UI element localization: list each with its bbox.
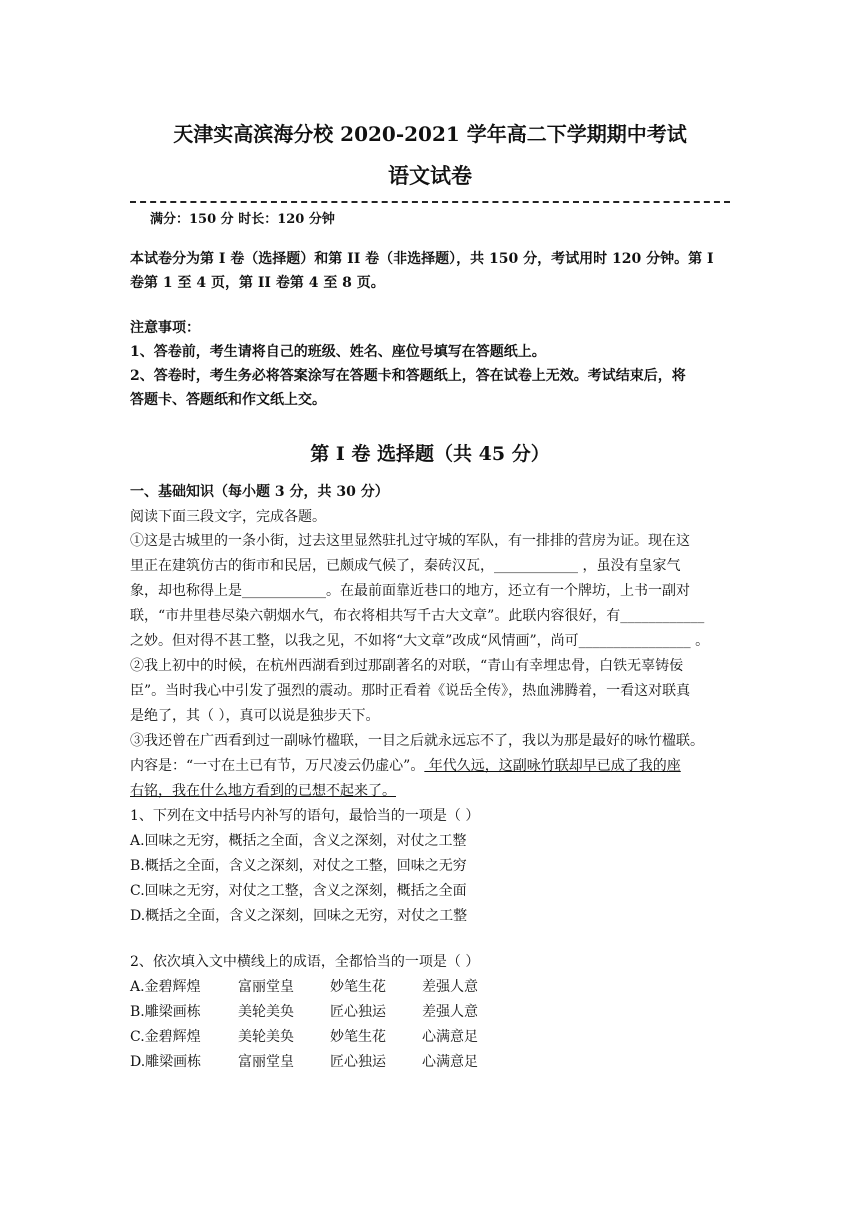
passage-line: 里正在建筑仿古的街市和民居，已颇成气候了，秦砖汉瓦，____________ ，虽没有皇家气 xyxy=(130,558,681,574)
section-title: 第 I 卷 选择题（共 45 分） xyxy=(310,443,550,465)
passage-line: 是绝了，其（ ），真可以说是独步天下。 xyxy=(130,708,380,724)
option-term: 富丽堂皇 xyxy=(238,1054,294,1070)
option-term: C.金碧辉煌 xyxy=(130,1029,201,1045)
passage-line xyxy=(130,755,730,775)
passage-text: 内容是：“一寸在土已有节，万尺凌云仍虚心”。 xyxy=(130,758,425,774)
answer-option xyxy=(130,976,514,996)
answer-option xyxy=(130,1051,514,1071)
score-duration-line: 满分：150 分 时长：120 分钟 xyxy=(150,212,335,227)
intro-paragraph xyxy=(130,247,730,295)
passage-line: 之妙。但对得不甚工整，以我之见，不如将“大文章”改成“风情画”，尚可________________ 。 xyxy=(130,633,710,649)
underlined-sentence: 右铭，我在什么地方看到的已想不起来了。 xyxy=(130,783,396,799)
option-term: 妙笔生花 xyxy=(330,1029,386,1045)
question-stem: 1、下列在文中括号内补写的语句，最恰当的一项是（ ） xyxy=(130,808,480,824)
note-item: 答题卡、答题纸和作文纸上交。 xyxy=(130,392,326,408)
option-term: D.雕梁画栋 xyxy=(130,1054,202,1070)
part-heading: 一、基础知识（每小题 3 分，共 30 分） xyxy=(130,484,389,500)
intro-line: 卷第 1 至 4 页，第 II 卷第 4 至 8 页。 xyxy=(130,275,385,291)
option-term: 差强人意 xyxy=(422,979,478,995)
exam-title: 天津实高滨海分校 2020-2021 学年高二下学期期中考试 xyxy=(173,122,687,146)
answer-option: C.回味之无穷，对仗之工整，含义之深刻，概括之全面 xyxy=(130,883,467,899)
passage-line: 臣”。当时我心中引发了强烈的震动。那时正看着《说岳全传》，热血沸腾着，一看这对联真 xyxy=(130,683,691,699)
option-term: 美轮美奂 xyxy=(238,1004,294,1020)
dashed-divider xyxy=(130,201,730,203)
answer-option: B.概括之全面，含义之深刻，对仗之工整，回味之无穷 xyxy=(130,858,467,874)
option-term: 心满意足 xyxy=(422,1029,478,1045)
question-stem: 2、依次填入文中横线上的成语，全都恰当的一项是（ ） xyxy=(130,954,480,970)
underlined-sentence: 年代久远，这副咏竹联却早已成了我的座 xyxy=(424,758,681,774)
notes-heading: 注意事项： xyxy=(130,320,200,336)
intro-line: 本试卷分为第 I 卷（选择题）和第 II 卷（非选择题），共 150 分，考试用时 120 分钟。第 I xyxy=(130,251,714,267)
passage-line: 象，却也称得上是____________。在最前面靠近巷口的地方，还立有一个牌坊，上书一副对 xyxy=(130,583,690,599)
option-term: 差强人意 xyxy=(422,1004,478,1020)
option-term: 妙笔生花 xyxy=(330,979,386,995)
passage-line: ①这是古城里的一条小街，过去这里显然驻扎过守城的军队，有一排排的营房为证。现在这 xyxy=(130,533,690,549)
answer-option: D.概括之全面，含义之深刻，回味之无穷，对仗之工整 xyxy=(130,908,468,924)
passage-line: 联，“市井里巷尽染六朝烟水气，布衣将相共写千古大文章”。此联内容很好，有____________ xyxy=(130,608,705,624)
passage-line: ③我还曾在广西看到过一副咏竹楹联，一目之后就永远忘不了，我以为那是最好的咏竹楹联。 xyxy=(130,733,704,749)
option-term: 匠心独运 xyxy=(330,1004,386,1020)
notes-block xyxy=(130,316,730,412)
option-term: 富丽堂皇 xyxy=(238,979,294,995)
answer-option xyxy=(130,1001,514,1021)
note-item: 2、答卷时，考生务必将答案涂写在答题卡和答题纸上，答在试卷上无效。考试结束后，将 xyxy=(130,368,686,384)
reading-instruction: 阅读下面三段文字，完成各题。 xyxy=(130,509,326,525)
answer-option xyxy=(130,1026,514,1046)
passage-line: ②我上初中的时候，在杭州西湖看到过那副著名的对联，“青山有幸埋忠骨，白铁无辜铸佞 xyxy=(130,658,684,674)
option-term: 美轮美奂 xyxy=(238,1029,294,1045)
option-term: B.雕梁画栋 xyxy=(130,1004,201,1020)
option-term: 匠心独运 xyxy=(330,1054,386,1070)
note-item: 1、答卷前，考生请将自己的班级、姓名、座位号填写在答题纸上。 xyxy=(130,344,546,360)
exam-subtitle: 语文试卷 xyxy=(388,163,472,188)
option-term: A.金碧辉煌 xyxy=(130,979,201,995)
option-term: 心满意足 xyxy=(422,1054,478,1070)
answer-option: A.回味之无穷，概括之全面，含义之深刻，对仗之工整 xyxy=(130,833,467,849)
